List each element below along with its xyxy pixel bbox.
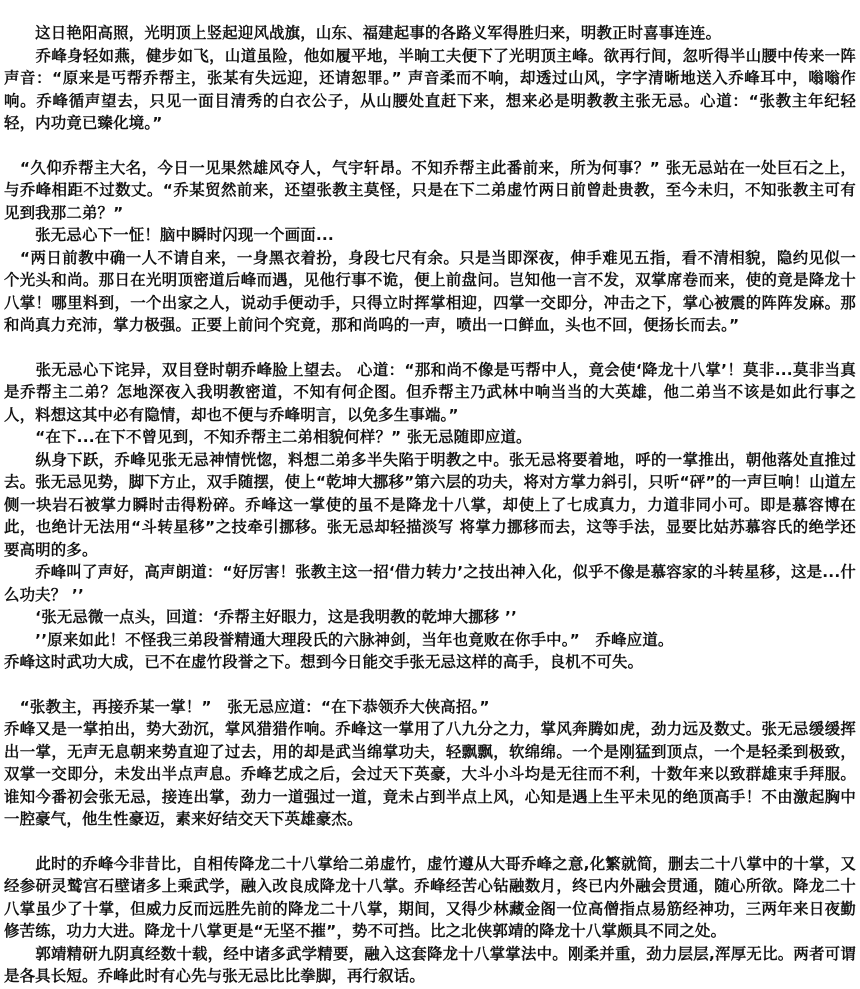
paragraph-spacer [4,337,856,359]
paragraph-qiao-ambition: 乔峰这时武功大成，已不在虚竹段誉之下。想到今日能交手张无忌这样的高手，良机不可失。 [4,653,644,671]
paragraph-first-strike: 纵身下跃，乔峰见张无忌神情恍惚，料想二弟多半失陷于明教之中。张无忌将要着地，呼的一掌推出，朝他落处直推过去。张无忌见势，脚下方止，双手随摆，使上“乾坤大挪移”第六层的功夫，将对方掌力斜引，只听“砰”的一声巨响！山道左侧一块岩石被掌力瞬时击得粉碎。乔峰这一掌使的虽不是降龙十八掌，却使上了七成真力，力道非同小可。即是慕容博在此，也绝计无法用“斗转星移”之技牵引挪移。张无忌却轻描淡写 将掌力挪移而去，这等手法，显要比姑苏慕容氏的绝学还要高明的多。 [4,450,856,559]
paragraph-spacer [4,135,856,157]
paragraph-qiao-praise: 乔峰叫了声好，高声朗道：“好厉害！张教主这一招‘借力转力’之技出神入化，似乎不像是慕容家的斗转星移，这是...什么功夫？ ’’ [4,563,856,604]
paragraph-second-exchange: 乔峰又是一掌拍出，势大劲沉，掌风猎猎作响。乔峰这一掌用了八九分之力，掌风奔腾如虎，劲力远及数丈。张无忌缓缓挥出一掌，无声无息朝来势直迎了过去，用的却是武当绵掌功夫，轻飘飘，软绵绵。一个是刚猛到顶点，一个是轻柔到极致，双掌一交即分，未发出半点声息。乔峰艺成之后，会过天下英豪，大斗小斗均是无往而不利，十数年来以致群雄束手拜服。谁知今番初会张无忌，接连出掌，劲力一道强过一道，竟未占到半点上风，心知是遇上生平未见的绝顶高手！不由激起胸中一腔豪气，他生性豪迈，素来好结交天下英雄豪杰。 [4,720,856,828]
paragraph-flashback: “两日前教中确一人不请自来，一身黑衣着扮，身段七尺有余。只是当即深夜，伸手难见五指，看不清相貌，隐约见似一个光头和尚。那日在光明顶密道后峰而遇，见他行事不诡，便上前盘问。岂知他一言不发，双掌席卷而来，使的竟是降龙十八掌！哪里料到，一个出家之人，说动手便动手，只得立时挥掌相迎，四掌一交即分，冲击之下，掌心被震的阵阵发麻。那和尚真力充沛，掌力极强。正要上前问个究竟，那和尚呜的一声，喷出一口鲜血，头也不回，便扬长而去。” [4,248,856,334]
paragraph-qiaofeng-descends: 乔峰身轻如燕，健步如飞，山道虽险，他如履平地，半晌工夫便下了光明顶主峰。欲再行间，忽听得半山腰中传来一阵声音：“原来是丐帮乔帮主，张某有失远迎，还请恕罪。” 声音柔而不响，却透过山风，字字清晰地送入乔峰耳中，嗡嗡作响。乔峰循声望去，只见一面目清秀的白衣公子，从山腰处直赶下来，想来必是明教教主张无忌。心道：“张教主年纪轻轻，内功竟已臻化境。” [4,46,856,132]
paragraph-greeting-dialogue: “久仰乔帮主大名，今日一见果然雄风夺人，气宇轩昂。不知乔帮主此番前来，所为何事？” 张无忌站在一处巨石之上，与乔峰相距不过数丈。“乔某贸然前来，还望张教主莫怪，只是在下二弟虚竹两日前曾赴贵教，至今未归，不知张教主可有见到我那二弟？” [4,158,856,222]
paragraph-zhang-answer: ‘张无忌微一点头，回道：‘乔帮主好眼力，这是我明教的乾坤大挪移 ’’ [4,608,518,626]
paragraph-backstory-xianglong: 此时的乔峰今非昔比，自相传降龙二十八掌给二弟虚竹，虚竹遵从大哥乔峰之意,化繁就简，删去二十八掌中的十掌，又经参研灵鹫宫石壁诸多上乘武学，融入改良成降龙十八掌。乔峰经苦心钻融数月，终已内外融会贯通，随心所欲。降龙二十八掌虽少了十掌，但威力反而远胜先前的降龙二十八掌，期间，又得少林藏金阁一位高僧指点易筋经神功，三两年来日夜勤修苦练，功力大进。降龙十八掌更是“无坚不摧”，势不可挡。比之北侠郭靖的降龙十八掌颇具不同之处。 [4,854,856,940]
paragraph-zhang-startled: 张无忌心下一怔！脑中瞬时闪现一个画面... [4,226,334,244]
paragraph-spacer [4,674,856,696]
paragraph-zhang-thinks: 张无忌心下诧异，双目登时朝乔峰脸上望去。 心道：“那和尚不像是丐帮中人，竟会使‘降龙十八掌’！莫非...莫非当真是乔帮主二弟？怎地深夜入我明教密道，不知有何企图。但乔帮主乃武林中响当当的大英雄，他二弟当不该是如此行事之人，料想这其中必有隐情，却也不便与乔峰明言，以免多生事端。” [4,360,856,424]
paragraph-guojing-comparison: 郭靖精研九阴真经数十载，经中诸多武学精要，融入这套降龙十八掌掌法中。刚柔并重，劲力层层,浑厚无比。两者可谓是各具长短。乔峰此时有心先与张无忌比比拳脚，再行叙话。 [4,944,856,985]
paragraph-spacer [4,831,856,853]
paragraph-zhang-reply: “在下...在下不曾见到，不知乔帮主二弟相貌何样？” 张无忌随即应道。 [4,428,532,446]
paragraph-second-challenge: “张教主，再接乔某一掌！” 张无忌应道：“在下恭领乔大侠高招。” [4,697,490,716]
paragraph-qiao-understands: ’’原来如此！不怪我三弟段誉精通大理段氏的六脉神剑，当年也竟败在你手中。” 乔峰应道。 [4,630,674,649]
paragraph-opening: 这日艳阳高照，光明顶上竖起迎风战旗，山东、福建起事的各路义军得胜归来，明教正时喜事连连。 [4,24,722,42]
